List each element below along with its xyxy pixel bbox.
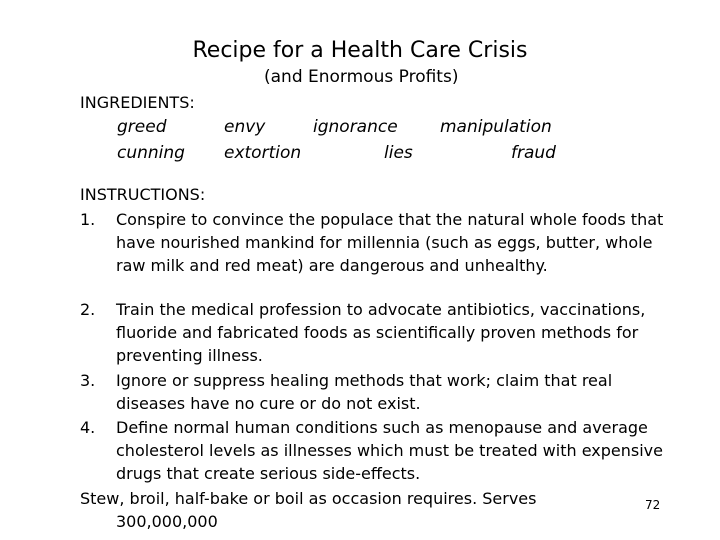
- step-text: Train the medical profession to advocate antibiotics, vaccinations, fluoride and fabricated foods as scientifically proven methods for preventing illness.: [116, 300, 646, 365]
- page-subtitle: (and Enormous Profits): [264, 67, 459, 87]
- ingredients-label: INGREDIENTS:: [80, 93, 195, 112]
- page-title: Recipe for a Health Care Crisis: [192, 38, 528, 63]
- ingredient-item: envy: [224, 117, 266, 137]
- step-number: 1.: [80, 210, 96, 229]
- ingredient-item: manipulation: [440, 117, 552, 137]
- instruction-step: [80, 416, 680, 485]
- instruction-step: [80, 369, 680, 415]
- step-number: 2.: [80, 300, 96, 319]
- step-number: 3.: [80, 371, 96, 390]
- instruction-step: [80, 298, 680, 367]
- step-text: Ignore or suppress healing methods that work; claim that real diseases have no cure or do not exist.: [116, 371, 613, 413]
- ingredient-item: greed: [117, 117, 167, 137]
- ingredient-item: fraud: [511, 143, 556, 163]
- ingredient-item: ignorance: [313, 117, 398, 137]
- closing-line-1: Stew, broil, half-bake or boil as occasion requires. Serves: [80, 489, 537, 508]
- ingredient-item: lies: [384, 143, 413, 163]
- page-number: 72: [645, 498, 661, 512]
- ingredient-item: cunning: [117, 143, 185, 163]
- step-number: 4.: [80, 418, 96, 437]
- step-text: Define normal human conditions such as menopause and average cholesterol levels as illnesses which must be treated with expensive drugs that create serious side-effects.: [116, 418, 663, 483]
- closing-line-2: 300,000,000: [116, 512, 218, 531]
- closing-text: [80, 487, 600, 533]
- step-text: Conspire to convince the populace that the natural whole foods that have nourished mankind for millennia (such as eggs, butter, whole raw milk and red meat) are dangerous and unhealthy.: [116, 210, 664, 275]
- ingredient-item: extortion: [224, 143, 302, 163]
- instruction-step: [80, 208, 680, 277]
- instructions-label: INSTRUCTIONS:: [80, 185, 206, 204]
